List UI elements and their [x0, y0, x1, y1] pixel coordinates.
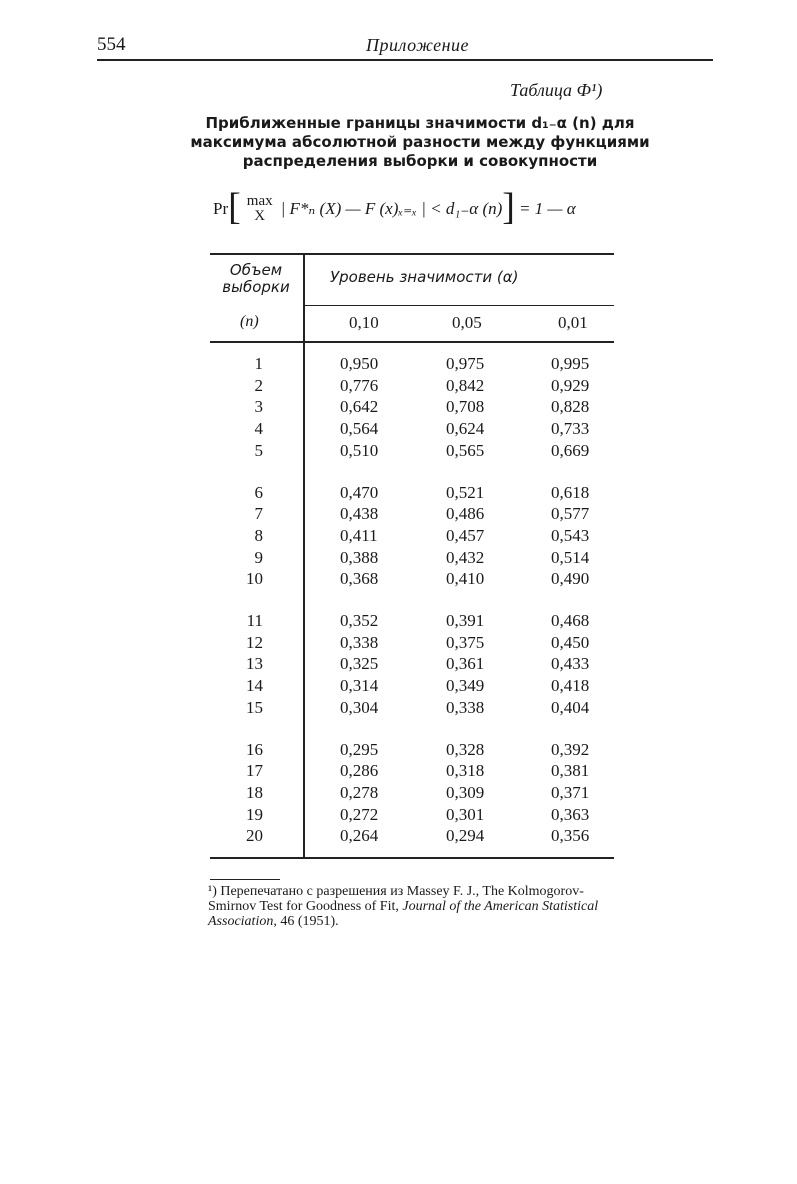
row-alpha-005: 0,309 [446, 782, 485, 802]
row-alpha-010: 0,438 [340, 504, 379, 524]
row-n: 18 [246, 782, 263, 802]
formula-max-label: max [246, 193, 273, 209]
row-alpha-005: 0,842 [446, 375, 485, 395]
row-alpha-005: 0,318 [446, 761, 485, 781]
row-alpha-010: 0,411 [340, 525, 378, 545]
running-head: Приложение [366, 35, 470, 55]
row-alpha-005: 0,624 [446, 419, 485, 439]
row-n: 14 [246, 676, 263, 696]
alpha-header-1: 0,05 [452, 313, 482, 332]
row-alpha-010: 0,338 [340, 632, 379, 652]
row-n: 9 [254, 547, 263, 567]
formula-pr: Pr [213, 199, 229, 218]
row-alpha-010: 0,325 [340, 654, 379, 674]
row-alpha-005: 0,338 [446, 697, 485, 717]
row-alpha-010: 0,264 [340, 826, 379, 846]
row-alpha-005: 0,391 [446, 611, 485, 630]
row-n: 6 [254, 482, 263, 502]
formula-inner: | F*ₙ (X) — F (x)ₓ₌ₓ | < d₁₋α (n) [280, 199, 503, 218]
row-alpha-010: 0,352 [340, 611, 379, 630]
footnote-text: ¹) Перепечатано с разрешения из Massey F. J., The Kolmogorov-Smirnov Test for Goodness of Fit, [208, 884, 584, 914]
formula-max [247, 194, 273, 224]
row-alpha-001: 0,577 [551, 504, 590, 524]
row-alpha-010: 0,314 [340, 676, 379, 696]
row-alpha-005: 0,375 [446, 632, 485, 652]
row-n: 20 [246, 826, 263, 846]
row-n: 15 [246, 697, 263, 717]
row-alpha-005: 0,301 [446, 804, 485, 824]
row-alpha-005: 0,975 [446, 354, 485, 373]
row-n: 19 [246, 804, 263, 824]
row-alpha-001: 0,733 [551, 419, 590, 439]
row-n: 2 [254, 375, 263, 395]
row-alpha-005: 0,457 [446, 525, 485, 545]
row-alpha-001: 0,669 [551, 440, 590, 460]
row-alpha-001: 0,514 [551, 547, 590, 567]
row-n: 11 [246, 611, 263, 630]
row-n: 5 [254, 440, 263, 460]
row-alpha-010: 0,776 [340, 375, 379, 395]
row-alpha-001: 0,490 [551, 569, 590, 589]
row-alpha-001: 0,363 [551, 804, 590, 824]
row-n: 3 [254, 397, 263, 417]
row-alpha-001: 0,543 [551, 525, 590, 545]
row-alpha-001: 0,828 [551, 397, 590, 417]
page-number: 554 [97, 34, 126, 55]
formula-bracket-left: [ [228, 186, 241, 228]
table-top-rule [210, 253, 614, 255]
row-alpha-005: 0,708 [446, 397, 485, 417]
row-n: 10 [246, 569, 263, 589]
row-alpha-001: 0,392 [551, 739, 590, 759]
row-alpha-010: 0,470 [340, 482, 379, 502]
header-n: (n) [240, 313, 259, 330]
row-alpha-010: 0,304 [340, 697, 379, 717]
row-alpha-010: 0,286 [340, 761, 379, 781]
row-alpha-005: 0,361 [446, 654, 485, 674]
row-alpha-010: 0,564 [340, 419, 379, 439]
table-label: Таблица Ф¹) [510, 80, 603, 100]
row-alpha-005: 0,486 [446, 504, 485, 524]
row-alpha-005: 0,349 [446, 676, 485, 696]
header-divider [97, 59, 713, 61]
formula-max-sub: X [254, 208, 266, 224]
row-alpha-001: 0,995 [551, 354, 590, 373]
row-alpha-010: 0,295 [340, 739, 379, 759]
table-title: Приближенные границы значимости d₁₋α (n) для максимума абсолютной разности между функциями распределения выборки и совокупности [190, 114, 650, 170]
header-sample-size: Объем выборки [222, 261, 290, 296]
footnote [208, 884, 618, 929]
row-alpha-010: 0,272 [340, 804, 379, 824]
row-alpha-010: 0,368 [340, 569, 379, 589]
row-alpha-010: 0,388 [340, 547, 379, 567]
row-n: 13 [246, 654, 263, 674]
footnote-rule [210, 879, 280, 880]
row-n: 7 [254, 504, 263, 524]
row-alpha-005: 0,432 [446, 547, 485, 567]
row-n: 17 [246, 761, 263, 781]
formula [213, 186, 576, 228]
alpha-header-0: 0,10 [349, 313, 379, 332]
row-alpha-001: 0,468 [551, 611, 590, 630]
row-alpha-005: 0,565 [446, 440, 485, 460]
row-n: 12 [246, 632, 263, 652]
table-column-rule [303, 254, 305, 858]
alpha-header-2: 0,01 [558, 313, 588, 332]
row-alpha-001: 0,371 [551, 782, 590, 802]
row-n: 8 [254, 525, 263, 545]
row-alpha-001: 0,381 [551, 761, 590, 781]
row-n: 16 [246, 739, 263, 759]
row-n: 1 [254, 354, 263, 373]
row-alpha-001: 0,404 [551, 697, 590, 717]
row-alpha-001: 0,356 [551, 826, 590, 846]
row-alpha-005: 0,521 [446, 482, 485, 502]
row-alpha-001: 0,450 [551, 632, 590, 652]
table-bottom-rule [210, 857, 614, 859]
formula-bracket-right: ] [502, 186, 515, 228]
footnote-journal: Journal of the American Statistical Association, [208, 899, 599, 929]
row-alpha-005: 0,410 [446, 569, 485, 589]
row-alpha-001: 0,618 [551, 482, 590, 502]
row-alpha-001: 0,929 [551, 375, 590, 395]
row-alpha-005: 0,328 [446, 739, 485, 759]
row-alpha-010: 0,642 [340, 397, 379, 417]
table-header-rule [210, 341, 614, 343]
row-n: 4 [254, 419, 263, 439]
row-alpha-010: 0,278 [340, 782, 379, 802]
row-alpha-001: 0,433 [551, 654, 590, 674]
row-alpha-005: 0,294 [446, 826, 485, 846]
footnote-ref: 46 (1951). [280, 914, 339, 929]
row-alpha-001: 0,418 [551, 676, 590, 696]
row-alpha-010: 0,950 [340, 354, 379, 373]
table-mid-rule [304, 305, 614, 306]
header-significance-level: Уровень значимости (α) [330, 268, 519, 286]
formula-rhs: = 1 — α [518, 199, 576, 218]
row-alpha-010: 0,510 [340, 440, 379, 460]
